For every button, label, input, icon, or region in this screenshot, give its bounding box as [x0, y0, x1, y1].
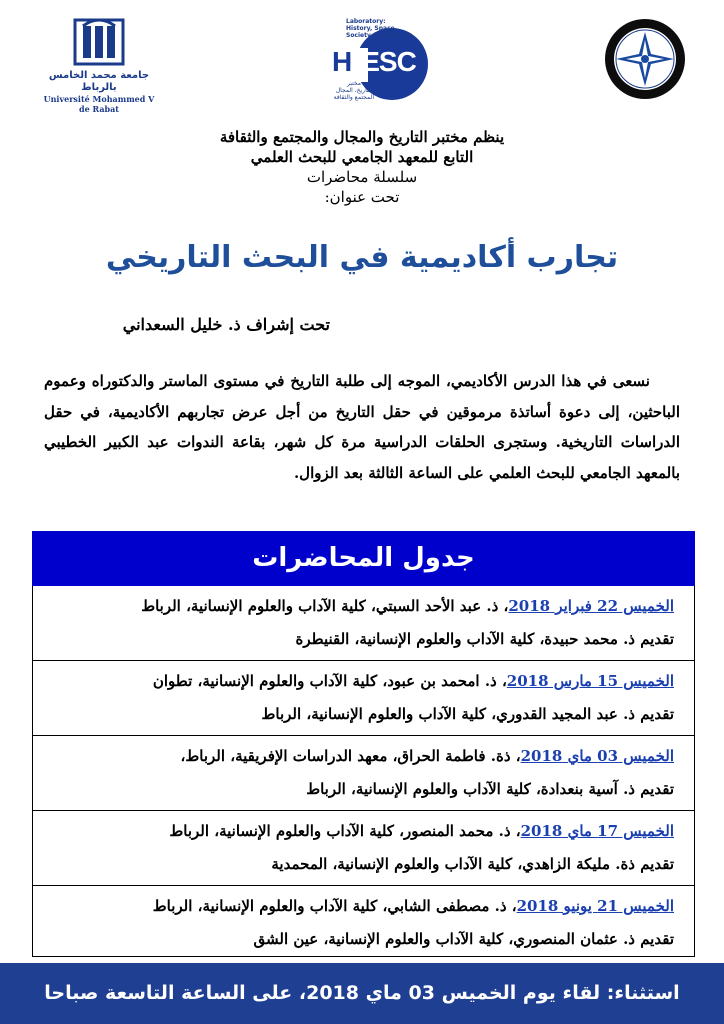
- schedule-speaker: ، ذ. عبد الأحد السبتي، كلية الآداب والعلوم الإنسانية، الرباط: [141, 597, 509, 615]
- schedule-presenter: تقديم ذ. عبد المجيد القدوري، كلية الآداب والعلوم الإنسانية، الرباط: [261, 705, 674, 723]
- schedule-speaker: ، ذة. فاطمة الحراق، معهد الدراسات الإفريقية، الرباط،: [180, 747, 521, 765]
- university-logo: [40, 16, 158, 114]
- schedule-date: الخميس 22 فبراير 2018: [508, 597, 674, 615]
- schedule-speaker: ، ذ. محمد المنصور، كلية الآداب والعلوم الإنسانية، الرباط: [169, 822, 521, 840]
- lab-abbr-rest: E: [361, 46, 379, 77]
- lab-name-en: Laboratory: History, Space, Society and Culture: [346, 18, 413, 39]
- schedule-speaker: ، ذ. امحمد بن عبود، كلية الآداب والعلوم الإنسانية، تطوان: [152, 672, 507, 690]
- lab-abbr: H ESC: [332, 46, 416, 77]
- schedule-date: الخميس 03 ماي 2018: [520, 747, 674, 765]
- schedule-date: الخميس 21 يونيو 2018: [516, 897, 674, 915]
- university-name-ar: جامعة محمد الخامس بالرباط: [48, 70, 150, 93]
- schedule-row-speaker: [47, 665, 674, 698]
- schedule-row-speaker: [47, 890, 674, 923]
- schedule-speaker: ، ذ. مصطفى الشابي، كلية الآداب والعلوم الإنسانية، الرباط: [152, 897, 517, 915]
- schedule-row: [33, 586, 694, 661]
- supervision: تحت إشراف ذ. خليل السعداني: [122, 315, 330, 334]
- schedule-row-speaker: [47, 815, 674, 848]
- lab-logo: [328, 18, 432, 110]
- schedule-row-speaker: [47, 740, 674, 773]
- header-affiliation: التابع للمعهد الجامعي للبحث العلمي: [250, 148, 474, 166]
- schedule-presenter: تقديم ذة. مليكة الزاهدي، كلية الآداب والعلوم الإنسانية، المحمدية: [271, 855, 674, 873]
- institute-seal-icon: [604, 18, 686, 100]
- university-emblem-icon: [69, 16, 129, 68]
- schedule-presenter: تقديم ذ. آسية بنعدادة، كلية الآداب والعلوم الإنسانية، الرباط: [306, 780, 674, 798]
- schedule-date: الخميس 15 مارس 2018: [506, 672, 674, 690]
- page-title: تجارب أكاديمية في البحث التاريخي: [105, 240, 619, 275]
- schedule-row: [33, 661, 694, 736]
- institute-seal: [604, 18, 686, 100]
- schedule-presenter: تقديم ذ. عثمان المنصوري، كلية الآداب والعلوم الإنسانية، عين الشق: [253, 930, 674, 948]
- schedule-date: الخميس 17 ماي 2018: [520, 822, 674, 840]
- exception-banner: استثناء: لقاء يوم الخميس 03 ماي 2018، على الساعة التاسعة صباحا: [0, 963, 724, 1024]
- schedule-row: [33, 736, 694, 811]
- header-organizer: ينظم مختبر التاريخ والمجال والمجتمع والثقافة: [219, 128, 505, 146]
- lab-name-ar: مختبر التاريخ، المجال المجتمع والثقافة: [333, 80, 374, 101]
- header-series: سلسلة محاضرات: [306, 168, 418, 186]
- schedule-table: [32, 586, 695, 957]
- schedule-row: [33, 886, 694, 959]
- schedule-row-speaker: [47, 590, 674, 623]
- header-under-title: تحت عنوان:: [324, 188, 400, 206]
- schedule-presenter: تقديم ذ. محمد حبيدة، كلية الآداب والعلوم الإنسانية، القنيطرة: [295, 630, 674, 648]
- schedule-row: [33, 811, 694, 886]
- schedule-heading: جدول المحاضرات: [32, 531, 695, 586]
- university-name-fr: Université Mohammed V de Rabat: [43, 94, 155, 114]
- intro-paragraph: نسعى في هذا الدرس الأكاديمي، الموجه إلى طلبة التاريخ في مستوى الماستر والدكتوراه وعموم الباحثين، إلى دعوة أساتذة مرموقين في حقل التاريخ من أجل عرض تجاربهم الأكاديمية، في حقل الدراسات التاريخية. وستجرى الحلقات الدراسية مرة كل شهر، بقاعة الندوات عبد الكبير الخطيبي بالمعهد الجامعي للبحث العلمي على الساعة الثالثة بعد الزوال.: [44, 372, 680, 482]
